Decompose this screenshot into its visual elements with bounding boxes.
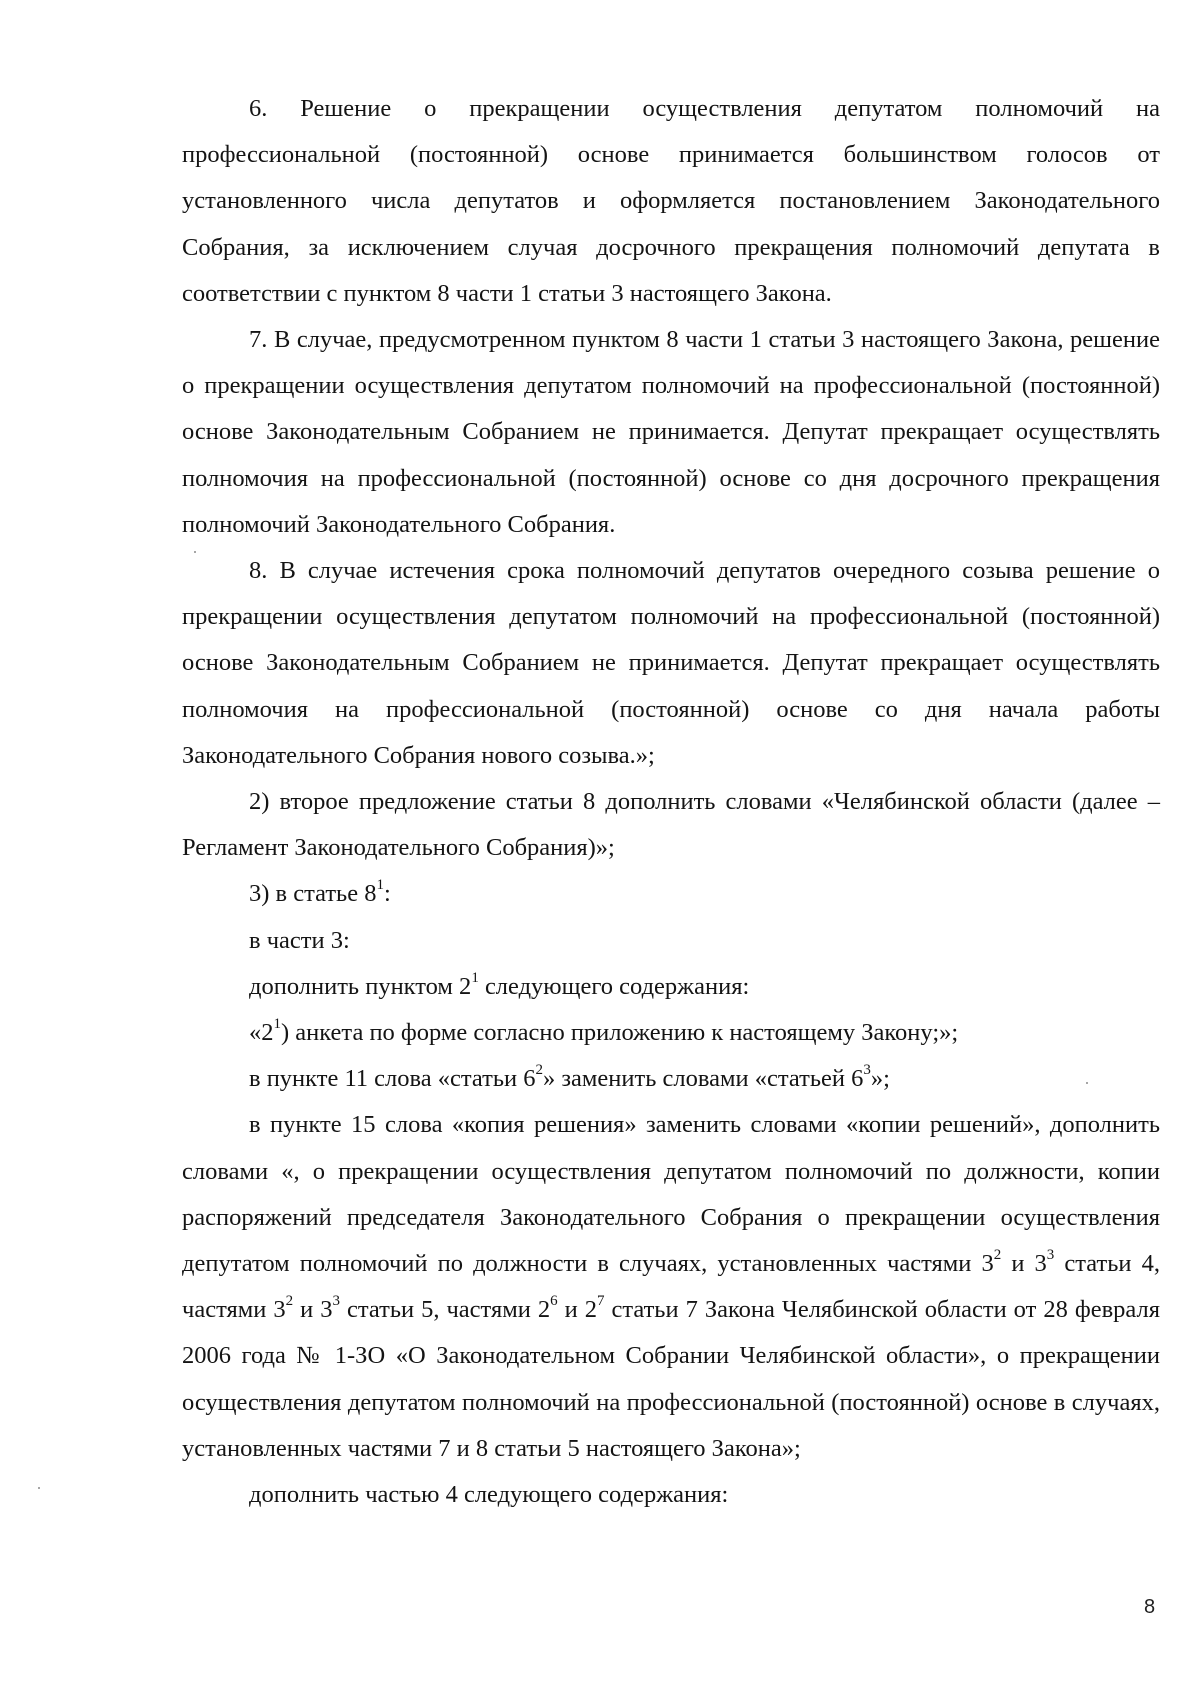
scan-speck xyxy=(38,1487,40,1489)
text-run: «2 xyxy=(249,1019,274,1047)
superscript: 3 xyxy=(863,1062,871,1079)
text-run: статьи 4, частями 3 xyxy=(182,1250,1160,1324)
text-run: и 2 xyxy=(557,1296,597,1324)
text-run: статьи 7 Закона Челябинской области от 28 февраля 2006 года № 1-ЗО «О Законодательном Собрании Челябинской области», о прекращении осуществления депутатом полномочий на профессиональной (постоянной) основе в случаях, установленных частями 7 и 8 статьи 5 настоящего Закона»; xyxy=(182,1296,1160,1462)
text-run: : xyxy=(383,880,391,908)
text-run: дополнить пунктом 2 xyxy=(249,972,472,1000)
text-run: статьи 5, частями 2 xyxy=(339,1296,551,1324)
superscript: 7 xyxy=(596,1293,605,1310)
amendment-item-2: 2) второе предложение статьи 8 дополнить словами «Челябинской области (далее – Регламент Законодательного Собрания)»; xyxy=(182,788,1160,862)
superscript: 3 xyxy=(332,1293,340,1310)
text-run: »; xyxy=(870,1065,890,1093)
point-15-paragraph xyxy=(182,1102,1160,1472)
superscript: 3 xyxy=(1046,1246,1055,1263)
text-run: в пункте 11 слова «статьи 6 xyxy=(249,1065,536,1093)
superscript: 1 xyxy=(376,877,384,894)
text-run: и 3 xyxy=(293,1296,333,1324)
amendment-item-3 xyxy=(182,871,1160,917)
text-run: » заменить словами «статьей 6 xyxy=(543,1065,864,1093)
scan-speck xyxy=(194,551,196,553)
superscript: 6 xyxy=(550,1293,558,1310)
superscript: 2 xyxy=(285,1293,294,1310)
text-run: в пункте 15 слова «копия решения» заменить словами «копии решений», дополнить словами «, о прекращении осуществления депутатом полномочий по должности, копии распоряжений председателя Законодательного Собрания о прекращении осуществления депутатом полномочий по должности в случаях, установленных частями 3 xyxy=(182,1111,1160,1278)
part-3-heading: в части 3: xyxy=(249,926,350,954)
superscript: 1 xyxy=(471,969,479,986)
paragraph-6: 6. Решение о прекращении осуществления депутатом полномочий на профессиональной (постоянной) основе принимается большинством голосов от установленного числа депутатов и оформляется постановлением Законодательного Собрания, за исключением случая досрочного прекращения полномочий депутата в соответствии с пунктом 8 части 1 статьи 3 настоящего Закона. xyxy=(182,95,1160,307)
add-point-line xyxy=(182,964,1160,1010)
superscript: 1 xyxy=(273,1015,281,1032)
point-11-line xyxy=(182,1056,1160,1102)
page-number: 8 xyxy=(1144,1596,1156,1618)
paragraph-7: 7. В случае, предусмотренном пунктом 8 части 1 статьи 3 настоящего Закона, решение о прекращении осуществления депутатом полномочий на профессиональной (постоянной) основе Законодательным Собранием не принимается. Депутат прекращает осуществлять полномочия на профессиональной (постоянной) основе со дня досрочного прекращения полномочий Законодательного Собрания. xyxy=(182,326,1160,538)
scan-speck xyxy=(1086,1082,1088,1084)
text-run: следующего содержания: xyxy=(478,972,750,1000)
text-run: 3) в статье 8 xyxy=(249,880,377,908)
document-body xyxy=(182,86,1160,1518)
superscript: 2 xyxy=(535,1062,543,1079)
superscript: 2 xyxy=(993,1246,1002,1263)
questionnaire-line xyxy=(182,1010,1160,1056)
text-run: и 3 xyxy=(1001,1250,1047,1278)
text-run: ) анкета по форме согласно приложению к настоящему Закону;»; xyxy=(281,1019,959,1047)
add-part-4-line: дополнить частью 4 следующего содержания: xyxy=(249,1481,729,1509)
paragraph-8: 8. В случае истечения срока полномочий депутатов очередного созыва решение о прекращении осуществления депутатом полномочий на профессиональной (постоянной) основе Законодательным Собранием не принимается. Депутат прекращает осуществлять полномочия на профессиональной (постоянной) основе со дня начала работы Законодательного Собрания нового созыва.»; xyxy=(182,557,1160,769)
